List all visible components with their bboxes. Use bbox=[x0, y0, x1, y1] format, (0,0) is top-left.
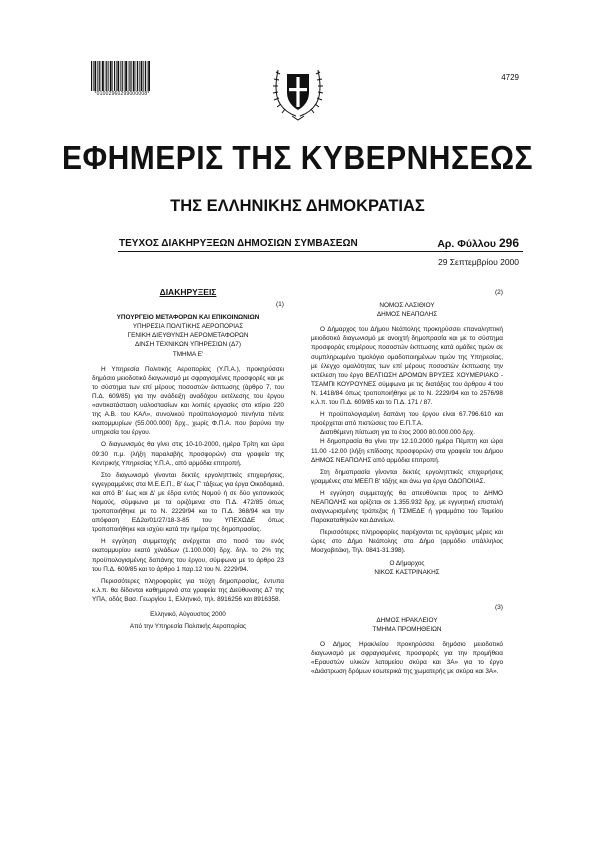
paragraph: Στο διαγωνισμό γίνονται δεκτές εργοληπτικές επιχειρήσεις, εγγεγραμμένες στα Μ.Ε.Ε.Π., Β' έως Γ' τάξεως για έργα Οικοδομικά, και από Β' έως και Δ' με έδρα εντός Νομού ή σε δύο γειτονικούς Νομούς, σύμφωνα με τα οριζόμενα στο Π.Δ. 472/85 όπως τροποποιήθηκε με το Ν. 2229/94 και το Π.Δ. 368/94 και την απόφαση ΕΔ2α/01/27/18-3-85 του ΥΠΕΧΩΔΕ όπως τροποποιήθηκε και ισχύει κατά την ημέρα της δημοπρασίας. bbox=[92, 471, 284, 534]
greek-coat-of-arms-icon bbox=[268, 60, 328, 122]
barcode bbox=[91, 61, 151, 91]
mayor-title: Ο Δήμαρχος bbox=[389, 559, 425, 567]
paragraph: Η εγγύηση συμμετοχής ανέρχεται στο ποσό του ενός εκατομμυρίου εκατό χιλιάδων (1.100.000) δρχ. δηλ. το 2% της προϋπολογισμένης δαπάνης του έργου, σύμφωνα με το άρθρο 23 του Π.Δ. 609/85 και το άρθρο 1 παρ.12 του Ν. 2229/94. bbox=[92, 538, 284, 573]
place-date: Ελληνικό, Αύγουστος 2000 bbox=[150, 611, 226, 618]
municipality-name: ΔΗΜΟΣ ΗΡΑΚΛΕΙΟΥ bbox=[376, 616, 438, 624]
sheet-label: Αρ. Φύλλου bbox=[437, 238, 497, 250]
paragraph: Η Υπηρεσία Πολιτικής Αεροπορίας (Υ.Π.Α.), προκηρύσσει δημόσιο μειοδοτικό διαγωνισμό με σφραγισμένες προσφορές και με το σύστημα των επί μέρους ποσοστών έκπτωσης (άρθρο 7, του Π.Δ. 609/85) για την ανάδειξη αναδόχου εκτέλεσης του έργου «αντικατάσταση υαλοστασίων και λοιπές εργασίες στο κτίριο 220 της Α.Β. του ΚΑΛ», συνολικού προϋπολογισμού πενήντα πέντε εκατομμυρίων (55.000.000) δρχ., χωρίς Φ.Π.Α. που βαρύνει την υπηρεσία του έργου. bbox=[92, 365, 284, 437]
paragraph: Περισσότερες πληροφορίες για τεύχη δημοπρασίας, έντυπα κ.λ.π. θα δίδονται καθημερινά στα γραφεία της Διεύθυνσης Δ7 της ΥΠΑ, οδός Βασ. Γεωργίου 1, Ελληνικό, τηλ. 8916256 και 8916358. bbox=[92, 577, 284, 603]
gazette-subtitle: ΤΗΣ ΕΛΛΗΝΙΚΗΣ ΔΗΜΟΚΡΑΤΙΑΣ bbox=[170, 197, 425, 215]
notice-number: (2) bbox=[494, 289, 503, 296]
paragraph: Ο Δήμος Ηρακλείου προκηρύσσει δημόσιο μειοδοτικό διαγωνισμό με σφραγισμένες προσφορές για την προμήθεια «Εραυστών υλικών λατομείου σκύρα και 3Α» για το έργο «Διάστρωση δρόμων εσωτερικά της χωματερής με σκύρα και 3Α». bbox=[311, 641, 503, 676]
paragraph: Η δημοπρασία θα γίνει την 12.10.2000 ημέρα Πέμπτη και ώρα 11.00 -12.00 (λήξη επίδοσης προσφορών) στα γραφεία του Δήμου ΔΗΜΟΣ ΝΕΑΠΟΛΗΣ από αρμόδια επιτροπή. bbox=[311, 438, 503, 464]
technical-directorate: ΔΙΝΣΗ ΤΕΧΝΙΚΩΝ ΥΠΗΡΕΣΙΩΝ (Δ7) bbox=[134, 341, 241, 349]
paragraph: Περισσότερες πληροφορίες παρέχονται τις εργάσιμες μέρες και ώρες στο Δήμο Νεάπολης στο Δήμο (αρμόδιο υπάλληλος Μοσχοβιτάκη, Τηλ. 0841-31.398). bbox=[311, 529, 503, 555]
gazette-title: ΕΦΗΜΕΡΙΣ ΤΗΣ ΚΥΒΕΡΝΗΣΕΩΣ bbox=[61, 139, 534, 177]
left-column bbox=[92, 288, 284, 631]
paragraph: Στη δημοπρασία γίνονται δεκτές εργοληπτικές επιχειρήσεις γραμμένες στα ΜΕΕΠ Β' τάξης και άνω για έργα ΟΔΟΠΟΙΙΑΣ. bbox=[311, 468, 503, 485]
paragraph: Ο Δήμαρχος του Δήμου Νεάπολης προκηρύσσει επαναληπτική μειοδοτικό διαγωνισμό με ανοιχτή δημοπρασία και με το σύστημα προσφοράς επιμέρους ποσοστών έκπτωσης κατά ομάδες τιμών σε συμπληρωμένο τιμολόγιο ομαδοποιημένων τιμών της Υπηρεσίας, με έλεγχο ομαλότητας των επί μέρους ποσοστών έκπτωσης την εκτέλεση του έργο ΒΕΛΤΙΩΣΗ ΔΡΟΜΩΝ ΒΡΥΣΕΣ ΧΟΥΜΕΡΙΑΚΟ - ΤΣΑΜΠΙ ΚΟΥΡΟΥΝΕΣ σύμφωνα με τις διατάξεις του άρθρου 4 του Ν. 1418/84 όπως τροποποιήθηκε με το Ν. 2229/94 και το 2576/98 κ.λ.π. του Π.Δ. 609/85 και το Π.Δ. 171 / 87. bbox=[311, 326, 503, 407]
right-column bbox=[311, 288, 503, 676]
prefecture-name: ΝΟΜΟΣ ΛΑΣΙΘΙΟΥ bbox=[379, 302, 435, 310]
directorate-name: ΓΕΝΙΚΗ ΔΙΕΥΘΥΝΣΗ ΑΕΡΟΜΕΤΑΦΟΡΩΝ bbox=[127, 332, 249, 340]
sheet-number: 296 bbox=[498, 236, 519, 250]
paragraph: Η προϋπολογισμένη δαπάνη του έργου είναι 67.796.610 και προέρχεται από πιστώσεις του Ε.Π.Τ.Α. bbox=[311, 411, 503, 428]
notice-number: (3) bbox=[494, 603, 503, 611]
ministry-name: ΥΠΟΥΡΓΕΙΟ ΜΕΤΑΦΟΡΩΝ ΚΑΙ ΕΠΙΚΟΙΝΩΝΙΩΝ bbox=[116, 314, 260, 322]
page-number: 4729 bbox=[501, 73, 519, 82]
issue-date: 29 Σεπτεμβρίου 2000 bbox=[437, 257, 519, 267]
signature-line: Από την Υπηρεσία Πολιτικής Αεροπορίας bbox=[129, 623, 247, 631]
section-heading: ΔΙΑΚΗΡΥΞΕΙΣ bbox=[159, 287, 217, 297]
department-name: ΤΜΗΜΑ Ε' bbox=[172, 350, 204, 358]
notice-number: (1) bbox=[275, 301, 284, 309]
municipality-name: ΔΗΜΟΣ ΝΕΑΠΟΛΗΣ bbox=[376, 311, 438, 319]
paragraph: Ο διαγωνισμός θα γίνει στις 10-10-2000, ημέρα Τρίτη και ώρα 09:30 π.μ. (λήξη παραλαβής προσφορών) στα γραφεία της Κεντρικής Υπηρεσίας Υ.Π.Α., από αρμόδια επιτροπή. bbox=[92, 441, 284, 467]
mayor-name: ΝΙΚΟΣ ΚΑΣΤΡΙΝΑΚΗΣ bbox=[374, 568, 440, 576]
barcode-number: *01002960299000008* bbox=[94, 91, 150, 97]
paragraph: Η εγγύηση συμμετοχής θα απευθύνεται προς το ΔΗΜΟ ΝΕΑΠΟΛΗΣ και ορίζεται σε 1.355.932 δρχ. με εγγυητική επιστολή αναγνωρισμένης τράπεζας ή ΤΣΜΕΔΕ ή γραμμάτιο του Ταμείου Παρακαταθηκών και Δανείων. bbox=[311, 489, 503, 525]
paragraph: Διατιθέμενη πίστωση για το έτος 2000 80.000.000 δρχ. bbox=[320, 429, 475, 437]
service-name: ΥΠΗΡΕΣΙΑ ΠΟΛΙΤΙΚΗΣ ΑΕΡΟΠΟΡΙΑΣ bbox=[132, 323, 244, 331]
department-name: ΤΜΗΜΑ ΠΡΟΜΗΘΕΙΩΝ bbox=[372, 625, 442, 633]
issue-sheet-number bbox=[437, 236, 519, 250]
issue-type: ΤΕΥΧΟΣ ΔΙΑΚΗΡΥΞΕΩΝ ΔΗΜΟΣΙΩΝ ΣΥΜΒΑΣΕΩΝ bbox=[119, 238, 358, 249]
header-divider bbox=[118, 251, 523, 252]
